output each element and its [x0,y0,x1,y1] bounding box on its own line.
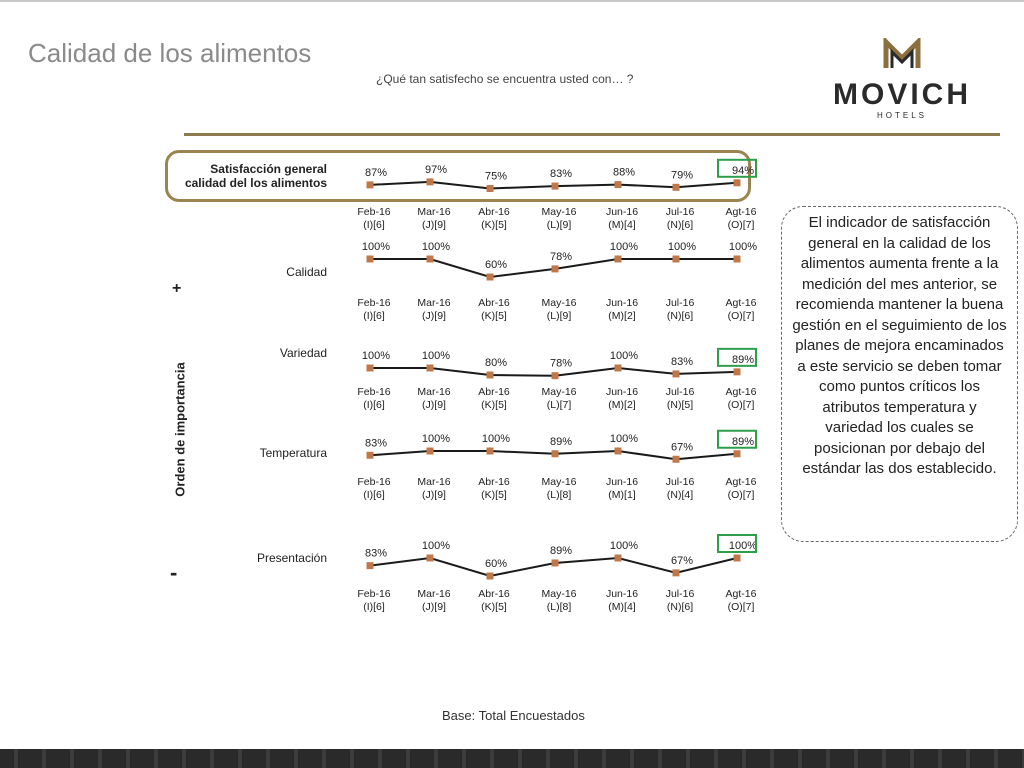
x-tick-label-temperatura-3: May-16 [541,476,577,488]
data-point-temperatura-2 [487,448,494,455]
base-label-calidad-6: (O)[7] [727,310,755,322]
data-point-temperatura-1 [427,448,434,455]
data-point-satisfaccion-general-1 [427,178,434,185]
base-label-satisfaccion-general-5: (N)[6] [666,219,694,231]
value-label-variedad-1: 100% [421,350,451,362]
value-label-calidad-0: 100% [361,241,391,253]
base-label-calidad-2: (K)[5] [481,310,507,322]
base-label-presentacion-6: (O)[7] [727,601,755,613]
base-label-presentacion-4: (M)[4] [608,601,636,613]
x-tick-label-variedad-5: Jul-16 [665,386,695,398]
base-label-temperatura-5: (N)[4] [666,489,694,501]
page-subtitle: ¿Qué tan satisfecho se encuentra usted con… ? [376,72,634,86]
data-point-satisfaccion-general-6 [734,179,741,186]
value-label-temperatura-3: 89% [549,435,573,448]
data-point-calidad-3 [552,265,559,272]
data-point-presentacion-4 [615,555,622,562]
data-point-calidad-6 [734,256,741,263]
data-point-variedad-2 [487,372,494,379]
base-label-variedad-5: (N)[5] [666,399,694,411]
x-tick-label-calidad-0: Feb-16 [357,297,391,309]
data-point-variedad-4 [615,365,622,372]
data-point-presentacion-5 [673,569,680,576]
value-label-calidad-1: 100% [421,241,451,253]
x-tick-label-satisfaccion-general-4: Jun-16 [605,206,639,218]
data-point-temperatura-0 [367,452,374,459]
value-label-variedad-5: 83% [670,355,694,368]
x-tick-label-temperatura-0: Feb-16 [357,476,391,488]
data-point-variedad-3 [552,372,559,379]
data-point-presentacion-6 [734,555,741,562]
data-point-temperatura-5 [673,456,680,463]
base-label-calidad-5: (N)[6] [666,310,694,322]
value-label-calidad-6: 100% [728,241,758,253]
row-label-general-line2: calidad del los alimentos [184,176,327,190]
base-label-variedad-4: (M)[2] [608,399,636,411]
value-label-presentacion-5: 67% [670,554,694,567]
x-tick-label-satisfaccion-general-5: Jul-16 [665,206,695,218]
value-label-temperatura-5: 67% [670,441,694,454]
x-tick-label-calidad-6: Agt-16 [725,297,757,309]
data-point-satisfaccion-general-4 [615,181,622,188]
value-label-variedad-0: 100% [361,350,391,362]
value-label-satisfaccion-general-0: 87% [364,166,388,179]
data-point-variedad-1 [427,365,434,372]
base-label-presentacion-2: (K)[5] [481,601,507,613]
data-point-satisfaccion-general-0 [367,181,374,188]
base-label-variedad-2: (K)[5] [481,399,507,411]
data-point-calidad-1 [427,256,434,263]
x-tick-label-temperatura-6: Agt-16 [725,476,757,488]
x-tick-label-variedad-2: Abr-16 [478,386,510,398]
x-tick-label-presentacion-2: Abr-16 [478,588,510,600]
row-label-calidad: Calidad [286,265,327,279]
base-label-variedad-0: (I)[6] [363,399,385,411]
row-label-temperatura: Temperatura [259,446,327,460]
x-tick-label-variedad-3: May-16 [541,386,577,398]
row-label-variedad: Variedad [279,346,327,360]
value-label-presentacion-1: 100% [421,540,451,552]
base-label-variedad-1: (J)[9] [422,399,446,411]
x-tick-label-calidad-3: May-16 [541,297,577,309]
x-tick-label-temperatura-1: Mar-16 [417,476,451,488]
x-tick-label-calidad-1: Mar-16 [417,297,451,309]
base-label-calidad-3: (L)[9] [546,310,572,322]
chart-variedad [357,349,756,411]
data-point-satisfaccion-general-3 [552,183,559,190]
base-label-calidad-1: (J)[9] [422,310,446,322]
data-point-variedad-6 [734,368,741,375]
data-point-satisfaccion-general-5 [673,184,680,191]
base-label-calidad-4: (M)[2] [608,310,636,322]
base-label-satisfaccion-general-4: (M)[4] [608,219,636,231]
x-tick-label-presentacion-1: Mar-16 [417,588,451,600]
base-label-temperatura-1: (J)[9] [422,489,446,501]
value-label-satisfaccion-general-4: 88% [612,166,636,179]
base-label-satisfaccion-general-6: (O)[7] [727,219,755,231]
x-tick-label-temperatura-5: Jul-16 [665,476,695,488]
base-label-variedad-3: (L)[7] [546,399,572,411]
base-label-calidad-0: (I)[6] [363,310,385,322]
value-label-variedad-6: 89% [731,353,755,366]
value-label-calidad-3: 78% [549,250,573,263]
base-label-satisfaccion-general-2: (K)[5] [481,219,507,231]
footer-pattern-band [0,749,1024,768]
value-label-calidad-2: 60% [484,259,508,271]
x-tick-label-presentacion-4: Jun-16 [605,588,639,600]
value-label-presentacion-3: 89% [549,544,573,557]
value-label-satisfaccion-general-1: 97% [424,163,448,176]
data-point-variedad-5 [673,370,680,377]
value-label-satisfaccion-general-6: 94% [731,164,755,177]
value-label-temperatura-6: 89% [731,435,755,448]
base-label-temperatura-3: (L)[8] [546,489,572,501]
x-tick-label-satisfaccion-general-0: Feb-16 [357,206,391,218]
x-tick-label-variedad-0: Feb-16 [357,386,391,398]
x-tick-label-calidad-2: Abr-16 [478,297,510,309]
value-label-satisfaccion-general-3: 83% [549,168,573,181]
row-label-general-line1: Satisfacción general [210,162,327,176]
x-tick-label-temperatura-2: Abr-16 [478,476,510,488]
importance-axis-title: Orden de importancia [172,362,188,497]
value-label-satisfaccion-general-5: 79% [670,169,694,182]
base-note: Base: Total Encuestados [442,708,585,723]
chart-calidad [357,241,757,322]
x-tick-label-calidad-5: Jul-16 [665,297,695,309]
x-tick-label-presentacion-3: May-16 [541,588,577,600]
x-tick-label-presentacion-0: Feb-16 [357,588,391,600]
value-label-temperatura-1: 100% [421,433,451,445]
base-label-presentacion-0: (I)[6] [363,601,385,613]
data-point-temperatura-4 [615,448,622,455]
data-point-presentacion-0 [367,562,374,569]
base-label-temperatura-6: (O)[7] [727,489,755,501]
value-label-presentacion-2: 60% [484,558,508,570]
base-label-temperatura-2: (K)[5] [481,489,507,501]
logo-brand: MOVICH [833,78,971,111]
value-label-temperatura-2: 100% [481,433,511,445]
base-label-satisfaccion-general-1: (J)[9] [422,219,446,231]
page-title: Calidad de los alimentos [28,38,312,68]
value-label-satisfaccion-general-2: 75% [484,170,508,183]
value-label-calidad-4: 100% [609,241,639,253]
value-label-temperatura-4: 100% [609,433,639,445]
x-tick-label-satisfaccion-general-2: Abr-16 [478,206,510,218]
x-tick-label-calidad-4: Jun-16 [605,297,639,309]
x-tick-label-presentacion-6: Agt-16 [725,588,757,600]
base-label-temperatura-0: (I)[6] [363,489,385,501]
value-label-presentacion-4: 100% [609,540,639,552]
base-label-satisfaccion-general-0: (I)[6] [363,219,385,231]
value-label-variedad-2: 80% [484,357,508,369]
x-tick-label-temperatura-4: Jun-16 [605,476,639,488]
base-label-temperatura-4: (M)[1] [608,489,636,501]
chart-satisfaccion-general [357,160,756,231]
base-label-presentacion-3: (L)[8] [546,601,572,613]
data-point-temperatura-3 [552,450,559,457]
data-point-calidad-5 [673,256,680,263]
x-tick-label-variedad-6: Agt-16 [725,386,757,398]
data-point-presentacion-2 [487,573,494,580]
logo-subbrand: HOTELS [876,111,927,120]
x-tick-label-satisfaccion-general-3: May-16 [541,206,577,218]
data-point-calidad-0 [367,256,374,263]
x-tick-label-satisfaccion-general-1: Mar-16 [417,206,451,218]
data-point-presentacion-3 [552,559,559,566]
value-label-presentacion-6: 100% [728,540,758,552]
data-point-satisfaccion-general-2 [487,185,494,192]
insight-note: El indicador de satisfacción general en la calidad de los alimentos aumenta frente a la medición del mes anterior, se recomienda mantener la buena gestión en el seguimiento de los planes de mejora encaminados a este servicio se deben tomar como puntos críticos los atributos temperatura y variedad los cuales se posicionan por debajo del estándar las dos establecido. [781,206,1018,542]
base-label-presentacion-5: (N)[6] [666,601,694,613]
row-label-presentacion: Presentación [256,551,327,565]
importance-high-marker: + [172,280,182,297]
x-tick-label-satisfaccion-general-6: Agt-16 [725,206,757,218]
data-point-presentacion-1 [427,555,434,562]
value-label-temperatura-0: 83% [364,437,388,450]
base-label-variedad-6: (O)[7] [727,399,755,411]
chart-presentacion [357,535,757,613]
value-label-calidad-5: 100% [667,241,697,253]
chart-temperatura [357,431,756,501]
value-label-variedad-4: 100% [609,350,639,362]
x-tick-label-variedad-4: Jun-16 [605,386,639,398]
base-label-satisfaccion-general-3: (L)[9] [546,219,572,231]
x-tick-label-presentacion-5: Jul-16 [665,588,695,600]
data-point-calidad-4 [615,256,622,263]
data-point-temperatura-6 [734,450,741,457]
importance-low-marker: - [170,560,178,585]
data-point-variedad-0 [367,365,374,372]
value-label-variedad-3: 78% [549,357,573,370]
base-label-presentacion-1: (J)[9] [422,601,446,613]
data-point-calidad-2 [487,274,494,281]
x-tick-label-variedad-1: Mar-16 [417,386,451,398]
value-label-presentacion-0: 83% [364,547,388,560]
